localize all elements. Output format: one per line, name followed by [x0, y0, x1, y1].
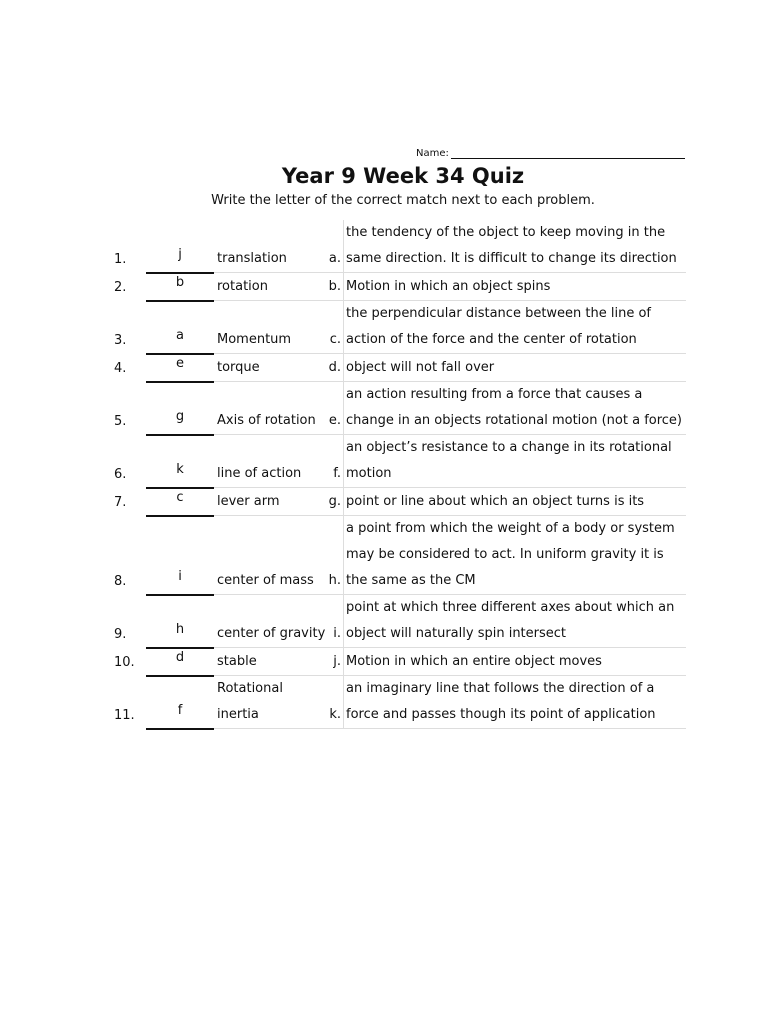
term: lever arm [214, 488, 327, 516]
question-number: 4. [114, 360, 127, 376]
definition-letter: e. [327, 382, 344, 435]
term: rotation [214, 273, 327, 301]
answer-blank[interactable] [146, 516, 214, 595]
answer-letter: h [175, 621, 185, 637]
table-row [114, 595, 686, 648]
definition-letter: f. [327, 435, 344, 488]
answer-blank[interactable] [146, 648, 214, 676]
answer-blank[interactable] [146, 435, 214, 488]
answer-blank[interactable] [146, 676, 214, 729]
definition-letter: i. [327, 595, 344, 648]
definition-letter: d. [327, 354, 344, 382]
table-row [114, 301, 686, 354]
table-row [114, 676, 686, 729]
answer-blank[interactable] [146, 220, 214, 273]
table-row [114, 354, 686, 382]
name-blank-line[interactable] [451, 146, 685, 159]
question-number: 8. [114, 573, 127, 589]
question-number: 3. [114, 332, 127, 348]
question-number: 6. [114, 466, 127, 482]
definition: an imaginary line that follows the direction of a force and passes though its point of application [344, 676, 687, 729]
term: line of action [214, 435, 327, 488]
term: Axis of rotation [214, 382, 327, 435]
question-number: 2. [114, 279, 127, 295]
question-number: 9. [114, 626, 127, 642]
question-number: 10. [114, 654, 135, 670]
definition: Motion in which an entire object moves [344, 648, 687, 676]
question-number: 5. [114, 413, 127, 429]
answer-letter: i [178, 568, 182, 584]
question-number: 11. [114, 707, 135, 723]
table-row [114, 273, 686, 301]
name-field [416, 146, 685, 159]
definition: an action resulting from a force that causes a change in an objects rotational motion (not a force) [344, 382, 687, 435]
matching-table [114, 220, 686, 730]
term: stable [214, 648, 327, 676]
answer-letter: a [176, 327, 184, 343]
name-label: Name: [416, 148, 449, 159]
definition: object will not fall over [344, 354, 687, 382]
answer-letter: c [176, 489, 184, 505]
definition-letter: c. [327, 301, 344, 354]
definition-letter: b. [327, 273, 344, 301]
question-number: 1. [114, 251, 127, 267]
answer-blank[interactable] [146, 301, 214, 354]
answer-blank[interactable] [146, 354, 214, 382]
definition-letter: j. [327, 648, 344, 676]
definition: the tendency of the object to keep moving in the same direction. It is difficult to change its direction [344, 220, 687, 273]
term: center of gravity [214, 595, 327, 648]
answer-blank[interactable] [146, 273, 214, 301]
table-row [114, 488, 686, 516]
table-row [114, 435, 686, 488]
definition: a point from which the weight of a body or system may be considered to act. In uniform gravity it is the same as the CM [344, 516, 687, 595]
answer-letter: j [178, 246, 182, 262]
definition: point or line about which an object turns is its [344, 488, 687, 516]
answer-letter: k [176, 461, 184, 477]
term: translation [214, 220, 327, 273]
definition: Motion in which an object spins [344, 273, 687, 301]
answer-letter: f [177, 702, 183, 718]
quiz-title: Year 9 Week 34 Quiz [281, 164, 525, 188]
answer-letter: b [175, 274, 185, 290]
answer-blank[interactable] [146, 595, 214, 648]
term: Momentum [214, 301, 327, 354]
quiz-instructions: Write the letter of the correct match next to each problem. [211, 193, 595, 208]
table-row [114, 516, 686, 595]
answer-letter: d [175, 649, 185, 665]
definition-letter: h. [327, 516, 344, 595]
answer-blank[interactable] [146, 488, 214, 516]
definition-letter: k. [327, 676, 344, 729]
definition: an object’s resistance to a change in its rotational motion [344, 435, 687, 488]
definition: the perpendicular distance between the line of action of the force and the center of rotation [344, 301, 687, 354]
definition: point at which three different axes about which an object will naturally spin intersect [344, 595, 687, 648]
term: center of mass [214, 516, 327, 595]
answer-letter: e [176, 355, 184, 371]
table-row [114, 648, 686, 676]
definition-letter: a. [327, 220, 344, 273]
definition-letter: g. [327, 488, 344, 516]
answer-letter: g [175, 408, 185, 424]
term: torque [214, 354, 327, 382]
table-row [114, 382, 686, 435]
answer-blank[interactable] [146, 382, 214, 435]
table-row [114, 220, 686, 273]
term: Rotational inertia [214, 676, 327, 729]
question-number: 7. [114, 494, 127, 510]
